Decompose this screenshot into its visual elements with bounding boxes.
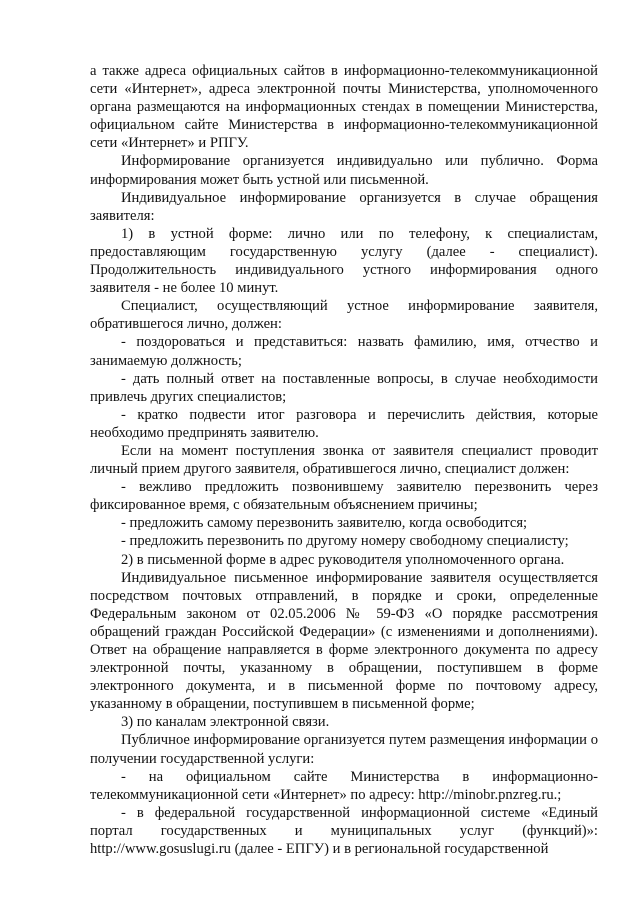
paragraph-oral-form: 1) в устной форме: лично или по телефону, к специалистам, предоставляющим государственную услугу (далее - специалист). Продолжительность индивидуального устного информирования одного заявителя - не более 10 минут.: [90, 225, 598, 297]
list-item-offer-callback: - предложить самому перезвонить заявителю, когда освободится;: [121, 515, 528, 532]
list-item-call-back-later: - вежливо предложить позвонившему заявителю перезвонить через фиксированное время, с обязательным объяснением причины;: [90, 479, 598, 514]
paragraph-informing-forms: Информирование организуется индивидуально или публично. Форма информирования может быть устной или письменной.: [90, 153, 598, 188]
paragraph-public-informing: Публичное информирование организуется путем размещения информации о получении государственной услуги:: [90, 732, 598, 767]
paragraph-contact-info: а также адреса официальных сайтов в информационно-телекоммуникационной сети «Интернет», адреса электронной почты Министерства, уполномоченного органа размещаются на информационных стендах в помещении Министерства, официальном сайте Министерства в информационно-телекоммуникационной сети «Интернет» и РПГУ.: [90, 63, 598, 152]
list-item-epgu: - в федеральной государственной информационной системе «Единый портал государственных и муниципальных услуг (функций)»: http://www.gosuslugi.ru (далее - ЕПГУ) и в региональной государственной: [90, 804, 598, 858]
paragraph-individual-informing: Индивидуальное информирование организуется в случае обращения заявителя:: [90, 189, 598, 224]
paragraph-busy-specialist: Если на момент поступления звонка от заявителя специалист проводит личный прием другого заявителя, обратившегося лично, специалист должен:: [90, 442, 598, 478]
list-item-greet: - поздороваться и представиться: назвать фамилию, имя, отчество и занимаемую должность;: [90, 334, 598, 369]
list-item-ministry-website: - на официальном сайте Министерства в информационно-телекоммуникационной сети «Интернет» по адресу: http://minobr.pnzreg.ru.;: [90, 768, 598, 803]
list-item-full-answer: - дать полный ответ на поставленные вопросы, в случае необходимости привлечь других специалистов;: [90, 370, 598, 405]
paragraph-electronic-channels: 3) по каналам электронной связи.: [121, 714, 330, 731]
list-item-summarize: - кратко подвести итог разговора и перечислить действия, которые необходимо предпринять заявителю.: [90, 406, 598, 441]
paragraph-specialist-duties: Специалист, осуществляющий устное информирование заявителя, обратившегося лично, должен:: [90, 298, 598, 333]
paragraph-written-form: 2) в письменной форме в адрес руководителя уполномоченного органа.: [121, 551, 565, 568]
document-page: [90, 62, 598, 858]
paragraph-written-informing: Индивидуальное письменное информирование заявителя осуществляется посредством почтовых отправлений, в порядке и сроки, определенные Федеральным законом от 02.05.2006 № 59-ФЗ «О порядке рассмотрения обращений граждан Российской Федерации» (с изменениями и дополнениями). Ответ на обращение направляется в форме электронного документа по адресу электронной почты, указанному в обращении, поступившем в форме электронного документа, и в письменной форме по почтовому адресу, указанному в обращении, поступившем в письменной форме;: [90, 569, 598, 713]
list-item-other-number: - предложить перезвонить по другому номеру свободному специалисту;: [121, 533, 569, 550]
